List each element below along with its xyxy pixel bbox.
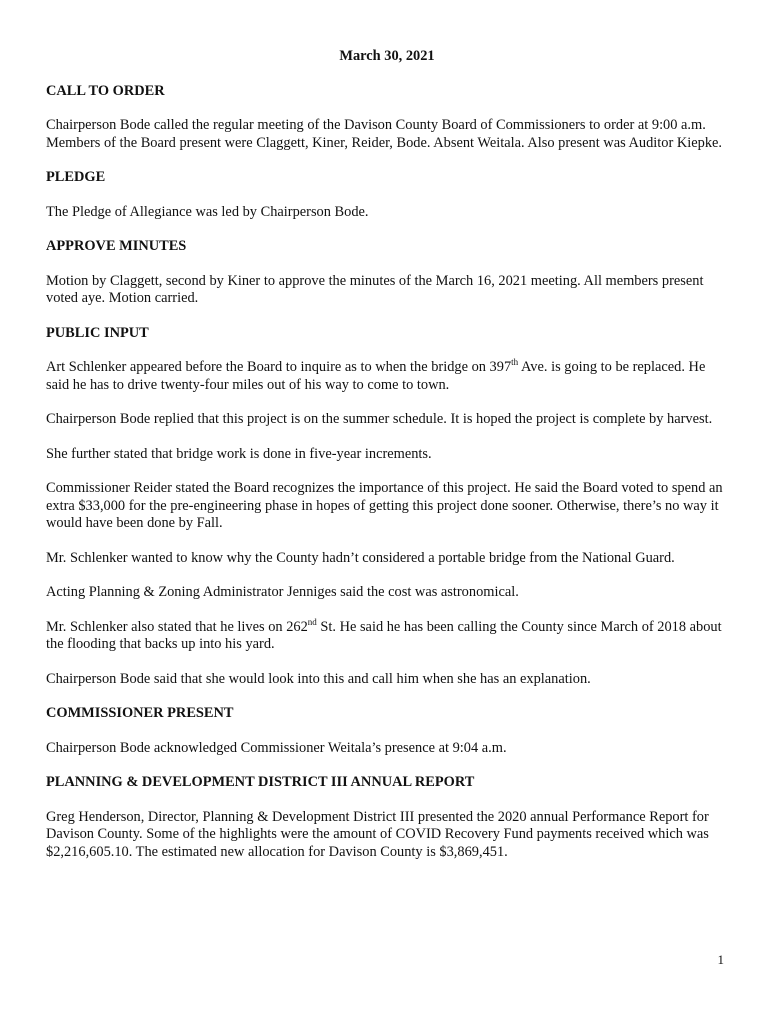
paragraph-public-input-2: Chairperson Bode replied that this project is on the summer schedule. It is hoped the project is complete by harvest. (46, 411, 713, 427)
text-span: Ave. is going to be replaced. He said he has to drive twenty-four miles out of his way to come to town. (46, 359, 706, 393)
document-page (46, 48, 728, 878)
paragraph-public-input-8: Chairperson Bode said that she would look into this and call him when she has an explanation. (46, 670, 591, 687)
paragraph-planning-report: Greg Henderson, Director, Planning & Development District III presented the 2020 annual Performance Report for Davison County. Some of the highlights were the amount of COVID Recovery Fund payments received which was $2,216,605.10. The estimated new allocation for Davison County is $3,869,451. (46, 808, 709, 860)
heading-call-to-order: CALL TO ORDER (46, 82, 165, 99)
heading-commissioner-present: COMMISSIONER PRESENT (46, 705, 234, 721)
paragraph-call-to-order: Chairperson Bode called the regular meeting of the Davison County Board of Commissioners to order at 9:00 a.m. Members of the Board present were Claggett, Kiner, Reider, Bode. Absent Weitala. Also present was Auditor Kiepke. (46, 117, 723, 151)
page-number: 1 (717, 952, 724, 967)
text-span: Art Schlenker appeared before the Board to inquire as to when the bridge on 397 (46, 359, 512, 375)
paragraph-public-input-6: Acting Planning & Zoning Administrator Jenniges said the cost was astronomical. (46, 584, 519, 600)
ordinal-suffix: th (511, 357, 519, 367)
paragraph-public-input-7 (46, 616, 728, 654)
heading-public-input: PUBLIC INPUT (46, 324, 149, 341)
paragraph-public-input-3: She further stated that bridge work is done in five-year increments. (46, 445, 432, 462)
meeting-date: March 30, 2021 (339, 48, 435, 64)
heading-pledge: PLEDGE (46, 169, 106, 185)
paragraph-public-input-4: Commissioner Reider stated the Board recognizes the importance of this project. He said the Board voted to spend an extra $33,000 for the pre-engineering phase in hopes of getting this project done sooner. Otherwise, there’s no way it would have been done by Fall. (46, 480, 723, 531)
paragraph-approve-minutes: Motion by Claggett, second by Kiner to approve the minutes of the March 16, 2021 meeting. All members present voted aye. Motion carried. (46, 272, 704, 306)
heading-approve-minutes: APPROVE MINUTES (46, 238, 187, 254)
paragraph-pledge: The Pledge of Allegiance was led by Chairperson Bode. (46, 203, 369, 220)
ordinal-suffix: nd (307, 616, 317, 627)
text-span: Mr. Schlenker also stated that he lives on 262 (46, 618, 308, 635)
paragraph-public-input-1 (46, 359, 728, 394)
heading-planning-report: PLANNING & DEVELOPMENT DISTRICT III ANNUAL REPORT (46, 774, 475, 790)
paragraph-commissioner-present: Chairperson Bode acknowledged Commissioner Weitala’s presence at 9:04 a.m. (46, 739, 507, 756)
paragraph-public-input-5: Mr. Schlenker wanted to know why the County hadn’t considered a portable bridge from the National Guard. (46, 549, 675, 566)
text-span: St. He said he has been calling the County since March of 2018 about the flooding that backs up into his yard. (46, 618, 722, 652)
